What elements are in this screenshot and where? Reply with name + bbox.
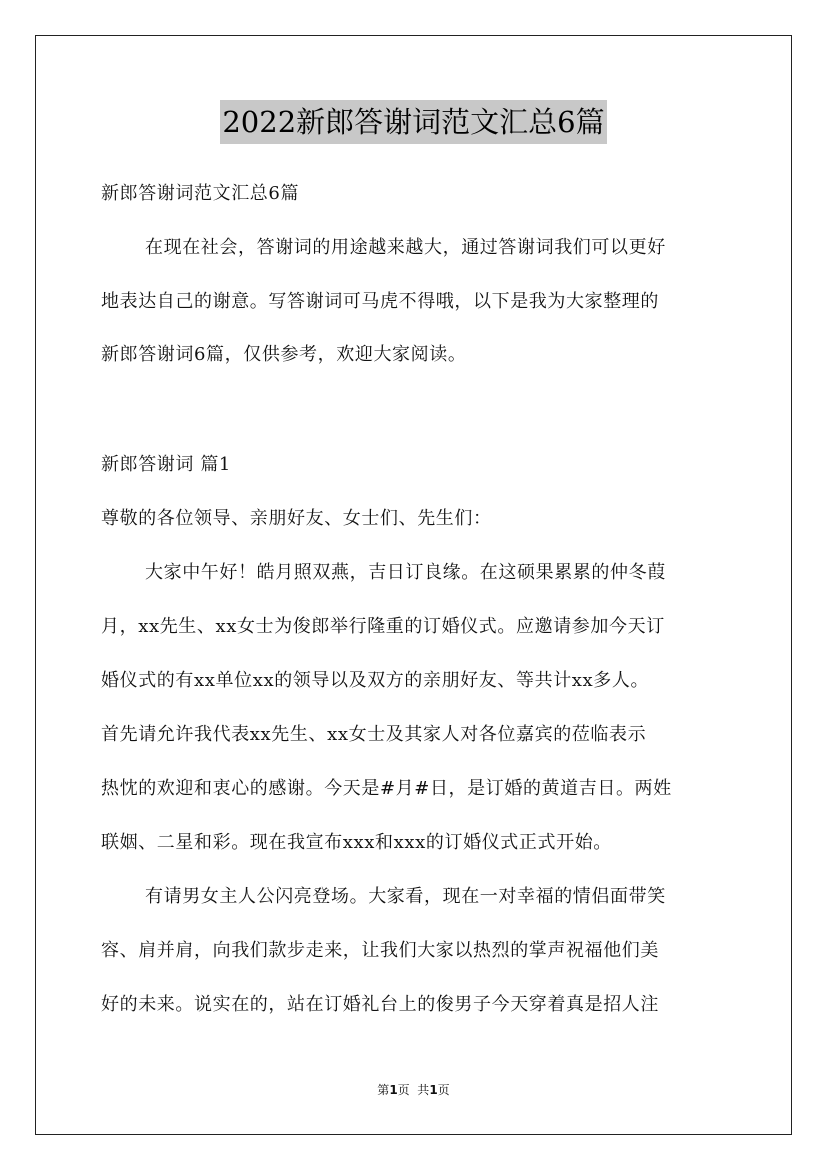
footer-total-pages: 1	[429, 1083, 438, 1097]
paragraph-line: 联姻、二星和彩。现在我宣布xxx和xxx的订婚仪式正式开始。	[101, 832, 612, 853]
paragraph-line: 大家中午好！皓月照双燕，吉日订良缘。在这硕果累累的仲冬葭	[145, 562, 666, 583]
subtitle: 新郎答谢词范文汇总6篇	[101, 183, 300, 204]
page-footer	[0, 1082, 827, 1098]
footer-prefix: 第	[377, 1083, 390, 1097]
paragraph-line: 新郎答谢词6篇，仅供参考，欢迎大家阅读。	[101, 344, 467, 365]
section-heading: 新郎答谢词 篇1	[101, 454, 231, 475]
paragraph-line: 好的未来。说实在的，站在订婚礼台上的俊男子今天穿着真是招人注	[101, 994, 659, 1015]
paragraph-line: 在现在社会，答谢词的用途越来越大，通过答谢词我们可以更好	[145, 237, 666, 258]
paragraph-line: 有请男女主人公闪亮登场。大家看，现在一对幸福的情侣面带笑	[145, 886, 666, 907]
paragraph-line: 地表达自己的谢意。写答谢词可马虎不得哦，以下是我为大家整理的	[101, 291, 659, 312]
paragraph-line: 热忱的欢迎和衷心的感谢。今天是#月#日，是订婚的黄道吉日。两姓	[101, 778, 672, 799]
paragraph-line: 月，xx先生、xx女士为俊郎举行隆重的订婚仪式。应邀请参加今天订	[101, 616, 665, 637]
footer-mid: 页 共	[397, 1083, 430, 1097]
paragraph-line: 容、肩并肩，向我们款步走来，让我们大家以热烈的掌声祝福他们美	[101, 940, 659, 961]
footer-page-number: 1	[389, 1083, 398, 1097]
title-container	[0, 100, 827, 144]
document-title: 2022新郎答谢词范文汇总6篇	[220, 100, 606, 144]
salutation: 尊敬的各位领导、亲朋好友、女士们、先生们：	[101, 508, 492, 529]
paragraph-line: 婚仪式的有xx单位xx的领导以及双方的亲朋好友、等共计xx多人。	[101, 670, 650, 691]
footer-suffix: 页	[437, 1083, 450, 1097]
paragraph-line: 首先请允许我代表xx先生、xx女士及其家人对各位嘉宾的莅临表示	[101, 724, 647, 745]
